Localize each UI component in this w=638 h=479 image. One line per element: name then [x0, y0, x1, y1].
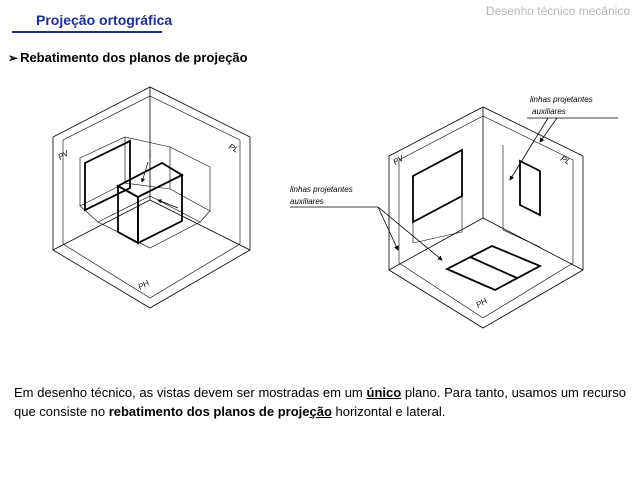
callout-top-line2: auxiliares [532, 107, 566, 116]
course-subtitle: Desenho técnico mecânico [485, 4, 630, 18]
callout-top-line1: linhas projetantes [530, 95, 593, 104]
body-emphasis-rebatimento: rebatimento dos planos de proje [108, 404, 310, 419]
left-cube-diagram [53, 87, 250, 308]
body-text-part: horizontal e lateral. [331, 404, 446, 419]
right-top-view [447, 246, 540, 290]
left-cube-outline [53, 87, 250, 308]
left-label-ph: PH [136, 278, 151, 292]
left-label-pv: PV [56, 148, 71, 162]
section-heading-text: Rebatimento dos planos de projeção [20, 50, 248, 65]
body-emphasis-unico: único [366, 385, 402, 400]
right-cube-diagram [290, 107, 618, 328]
page-title: Projeção ortográfica [36, 12, 173, 28]
body-paragraph [14, 383, 626, 421]
right-label-ph: PH [474, 296, 489, 310]
right-inner-guides [399, 116, 573, 318]
right-label-pl: PL [559, 153, 572, 167]
arrow-bullet-icon: ➢ [8, 51, 19, 65]
body-emphasis-cao: ção [309, 404, 332, 419]
callout-left-line2: auxiliares [290, 197, 324, 206]
right-side-view [520, 161, 540, 215]
callout-left-line1: linhas projetantes [290, 185, 353, 194]
right-front-view [413, 150, 462, 222]
left-label-pl: PL [227, 141, 240, 155]
right-label-pv: PV [391, 153, 406, 167]
right-cube-outline [389, 107, 583, 328]
left-solid-object [85, 141, 182, 243]
body-text-part: plano. Para tanto, usamos um recurso que consiste no [14, 385, 626, 419]
body-text-part: Em desenho técnico, as vistas devem ser mostradas em um [14, 385, 367, 400]
